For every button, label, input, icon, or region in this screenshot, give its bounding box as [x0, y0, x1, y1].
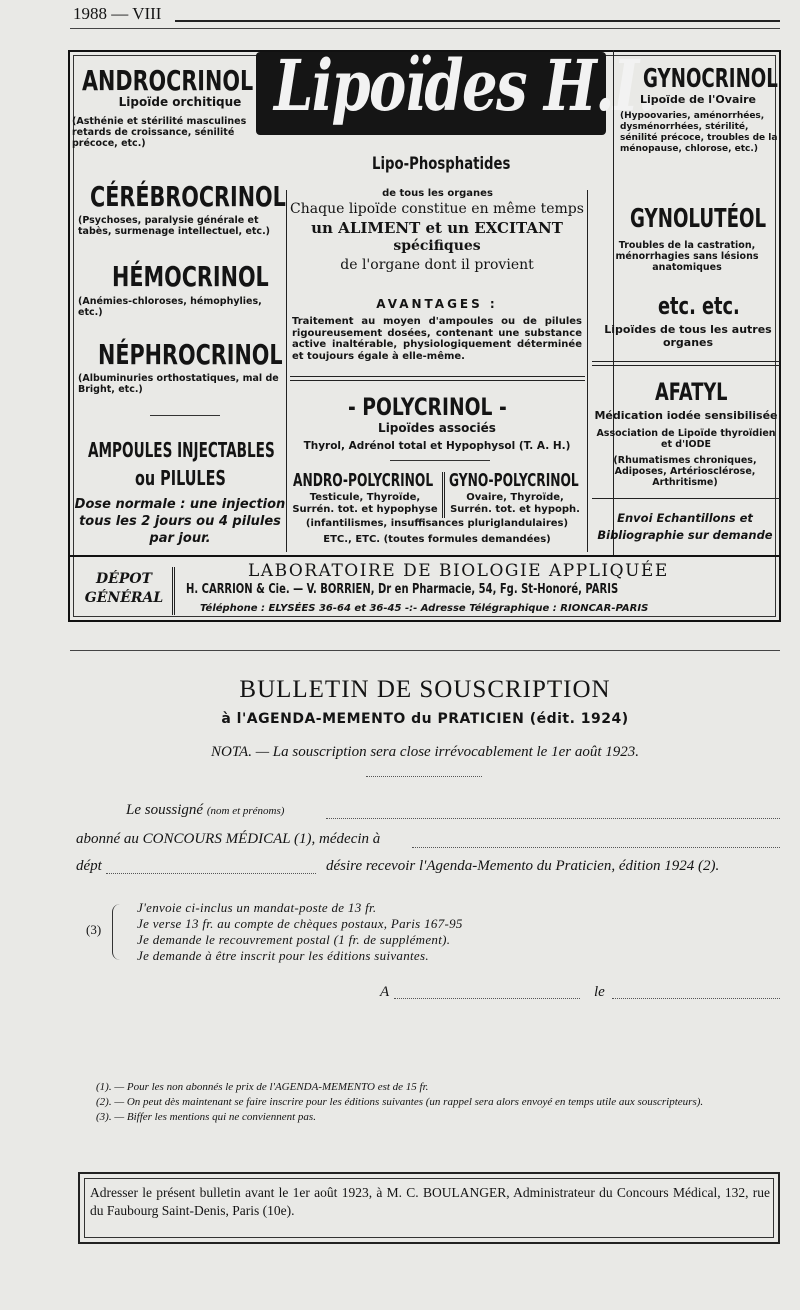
polycrinol-title: - POLYCRINOL -: [348, 393, 507, 421]
column-divider-right: [587, 190, 588, 552]
page-number: 1988 — VIII: [73, 4, 162, 23]
center-line3: un ALIMENT et un EXCITANT: [311, 219, 563, 237]
hemocrinol-title: HÉMOCRINOL: [112, 260, 269, 293]
polycrinol-divider: [390, 460, 490, 461]
desire-label: désire recevoir l'Agenda-Memento du Praticien, édition 1924 (2).: [326, 858, 720, 874]
afatyl-desc2: (Rhumatismes chroniques, Adiposes, Artériosclérose, Arthritisme): [613, 455, 757, 488]
date-field[interactable]: [612, 998, 780, 999]
telephone-line: Téléphone : ELYSÉES 36-64 et 36-45 -:- Adresse Télégraphique : RIONCAR-PARIS: [200, 603, 649, 614]
avantages-title: AVANTAGES :: [376, 297, 498, 311]
center-line2: Chaque lipoïde constitue en même temps: [290, 201, 584, 217]
andro-polycrinol: ANDRO-POLYCRINOL: [293, 470, 434, 491]
soussigne-label: Le soussigné: [126, 802, 204, 818]
depot-line2: GÉNÉRAL: [84, 590, 164, 606]
right-rule1: [592, 361, 780, 362]
androcrinol-desc: (Asthénie et stérilité masculines retards de croissance, sénilité précoce, etc.): [72, 116, 247, 149]
afatyl-desc1: Association de Lipoïde thyroïdien et d'IODE: [596, 428, 776, 450]
footnote-2: (2). — On peut dès maintenant se faire inscrire pour les éditions suivantes (un rappel sera alors envoyé en temps utile aux souscripteurs).: [96, 1096, 704, 1108]
option-cheques[interactable]: Je verse 13 fr. au compte de chèques postaux, Paris 167-95: [137, 916, 463, 931]
nephrocrinol-desc: (Albuminuries orthostatiques, mal de Bright, etc.): [78, 373, 279, 395]
gyno-polycrinol: GYNO-POLYCRINOL: [449, 470, 579, 491]
dose-line2: tous les 2 jours ou 4 pilules: [79, 514, 281, 529]
hemocrinol-desc: (Anémies-chloroses, hémophylies, etc.): [78, 296, 262, 318]
dose-line3: par jour.: [149, 531, 211, 546]
gynoluteol-desc: Troubles de la castration, ménorrhagies sans lésions anatomiques: [615, 240, 759, 273]
envoi-line2: Bibliographie sur demande: [597, 528, 773, 542]
center-line1: de tous les organes: [382, 188, 493, 199]
abonne-label: abonné au CONCOURS MÉDICAL (1), médecin à: [76, 831, 381, 847]
option-recouvrement[interactable]: Je demande le recouvrement postal (1 fr. de supplément).: [137, 932, 451, 947]
depot-divider: [172, 567, 175, 615]
nephrocrinol-title: NÉPHROCRINOL: [98, 338, 283, 371]
carrion-address: H. CARRION & Cie. — V. BORRIEN, Dr en Pharmacie, 54, Fg. St-Honoré, PARIS: [186, 581, 619, 597]
androcrinol-sub: Lipoïde orchitique: [118, 95, 242, 109]
options-list: [137, 900, 463, 964]
ampoules-line2: ou PILULES: [135, 466, 226, 490]
option-mark: (3): [86, 922, 102, 937]
logo-text: Lipoïdes H.I.: [274, 44, 656, 127]
option-inscrit[interactable]: Je demande à être inscrit pour les éditions suivantes.: [137, 948, 429, 963]
cerebrocrinol-title: CÉRÉBROCRINOL: [90, 180, 286, 213]
gyno-poly-desc: Ovaire, Thyroïde, Surrén. tot. et hypoph.: [450, 492, 580, 515]
nota-ornament: [366, 770, 482, 777]
footnote-3: (3). — Biffer les mentions qui ne conviennent pas.: [96, 1111, 316, 1123]
depot-general: [80, 570, 168, 608]
center-rule1: [290, 376, 585, 377]
poly-split: [442, 472, 445, 518]
name-field[interactable]: [326, 818, 780, 819]
gynoluteol-title: GYNOLUTÉOL: [630, 204, 767, 234]
header-rule: [175, 20, 780, 22]
depot-line1: DÉPOT: [96, 571, 152, 587]
column-divider-left: [286, 190, 287, 552]
center-rule2: [290, 380, 585, 381]
etc-sub: Lipoïdes de tous les autres organes: [604, 323, 772, 349]
notice-text: Adresser le présent bulletin avant le 1er août 1923, à M. C. BOULANGER, Administrateur du Concours Médical, 132, rue du Faubourg Saint-Denis, Paris (10e).: [90, 1185, 770, 1218]
left-divider: [150, 415, 220, 416]
dose-block: [74, 496, 286, 547]
lipo-phosphatides: Lipo-Phosphatides: [372, 154, 511, 174]
ad-bottom-rule: [70, 555, 781, 557]
city-field[interactable]: [412, 847, 780, 848]
sig-le-label: le: [594, 984, 605, 1000]
etc-formules: ETC., ETC. (toutes formules demandées): [323, 534, 551, 545]
polycrinol-desc: Thyrol, Adrénol total et Hypophysol (T. A. H.): [303, 440, 571, 452]
dept-label: dépt: [76, 858, 102, 874]
ampoules-line1: AMPOULES INJECTABLES: [88, 438, 275, 462]
place-field[interactable]: [394, 998, 580, 999]
right-rule3: [592, 498, 780, 499]
dose-line1: Dose normale : une injection: [74, 497, 286, 512]
gynocrinol-desc: (Hypoovaries, aménorrhées, dysménorrhées, stérilité, sénilité précoce, troubles de la ménopause, chlorose, etc.): [620, 111, 778, 154]
gynocrinol-sub: Lipoïde de l'Ovaire: [639, 93, 757, 106]
afatyl-title: AFATYL: [655, 378, 728, 406]
etc-title: etc. etc.: [658, 292, 740, 320]
lipoides-logo: [256, 44, 656, 135]
header-rule-thin: [70, 28, 780, 29]
infantilismes: (infantilismes, insuffisances pluriglandulaires): [305, 518, 569, 529]
sig-a-label: A: [380, 984, 390, 1000]
laboratoire-title: LABORATOIRE DE BIOLOGIE APPLIQUÉE: [248, 561, 669, 581]
envoi-line1: Envoi Echantillons et: [617, 511, 753, 525]
afatyl-sub: Médication iodée sensibilisée: [594, 409, 778, 422]
polycrinol-sub: Lipoïdes associés: [378, 421, 496, 435]
bulletin-subtitle: à l'AGENDA-MEMENTO du PRATICIEN (édit. 1924): [221, 711, 629, 727]
androcrinol-title: ANDROCRINOL: [82, 64, 254, 97]
bulletin-title: BULLETIN DE SOUSCRIPTION: [239, 676, 611, 703]
center-line4: spécifiques: [393, 238, 481, 254]
bulletin-nota: NOTA. — La souscription sera close irrévocablement le 1er août 1923.: [210, 744, 640, 760]
envoi-block: [590, 510, 780, 544]
footnotes: [96, 1080, 780, 1125]
avantages-text: Traitement au moyen d'ampoules ou de pilules rigoureusement dosées, contenant une substance active inaltérable, physiologiquement déterminée et toujours égale à elle-même.: [292, 316, 582, 362]
gynocrinol-title: GYNOCRINOL: [643, 64, 778, 94]
option-brace: [112, 904, 121, 960]
right-rule2: [592, 365, 780, 366]
footnote-1: (1). — Pour les non abonnés le prix de l'AGENDA-MEMENTO est de 15 fr.: [96, 1081, 429, 1093]
option-mandat[interactable]: J'envoie ci-inclus un mandat-poste de 13 fr.: [137, 900, 377, 915]
bulletin-top-rule: [70, 650, 780, 651]
nom-prenoms-label: (nom et prénoms): [206, 805, 285, 817]
form-line1: [126, 802, 284, 819]
center-line5: de l'organe dont il provient: [340, 257, 534, 273]
andro-poly-desc: Testicule, Thyroïde, Surrén. tot. et hypophyse: [292, 492, 438, 515]
cerebrocrinol-desc: (Psychoses, paralysie générale et tabès, surmenage intellectuel, etc.): [78, 215, 271, 237]
dept-field[interactable]: [106, 873, 316, 874]
